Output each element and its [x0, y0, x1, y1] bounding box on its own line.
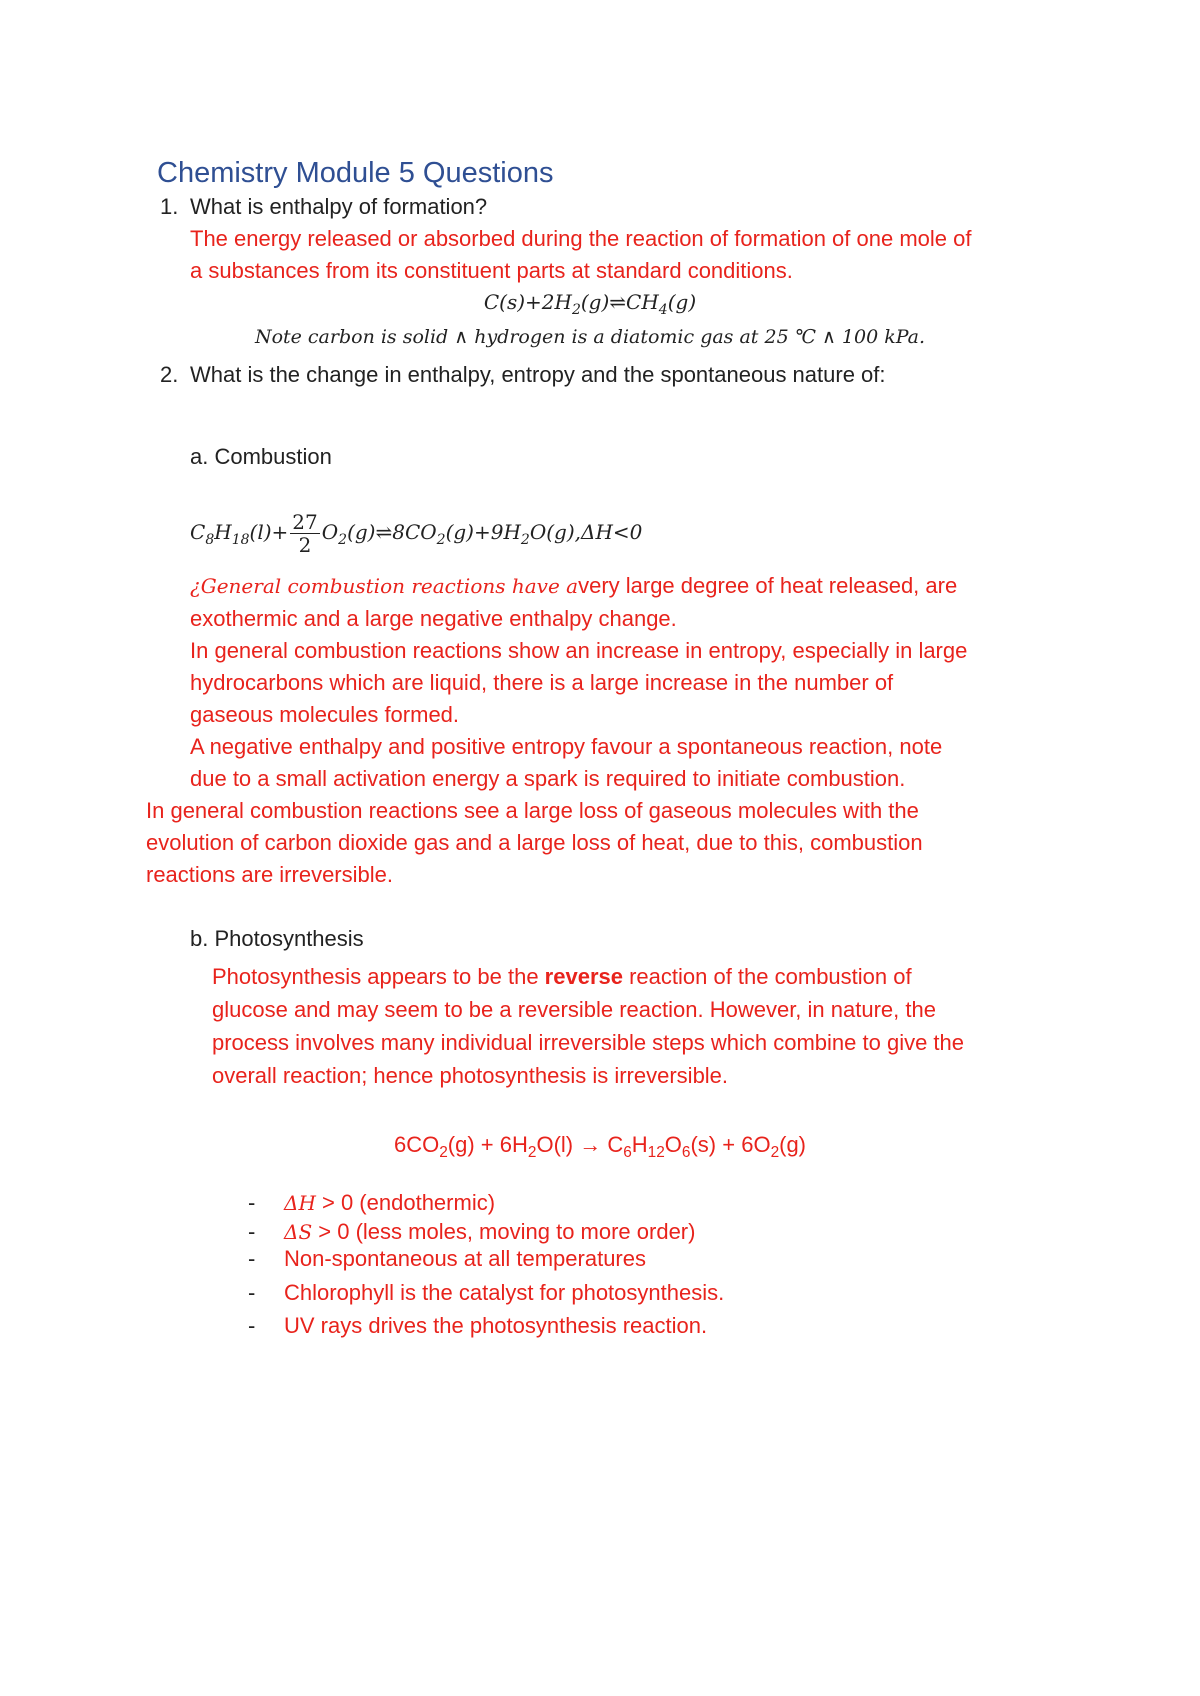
bullet-dash: -: [248, 1280, 256, 1305]
q1-question: What is enthalpy of formation?: [190, 194, 488, 219]
bullet-symbol: ΔH: [284, 1191, 316, 1215]
part-b-line3: process involves many individual irreversible steps which combine to give the: [212, 1030, 965, 1055]
part-a-line10: reactions are irreversible.: [146, 862, 393, 887]
bullet-item: [284, 1219, 695, 1245]
bullet-text: > 0 (endothermic): [315, 1190, 496, 1215]
combustion-eq-rhs: $O_2(g)\rightleftharpoons 8CO_2(g)+9H_2O(g),\Delta H<0$: [321, 520, 643, 548]
bullet-symbol: ΔS: [284, 1220, 313, 1244]
part-b-heading: b. Photosynthesis: [190, 926, 364, 951]
bullet-dash: -: [248, 1190, 256, 1215]
part-a-line3: In general combustion reactions show an increase in entropy, especially in large: [190, 638, 968, 663]
q1-equation: [290, 289, 890, 318]
part-b-line1-bold: reverse: [544, 964, 623, 989]
combustion-equation: [190, 510, 642, 556]
part-b-line1: [212, 964, 912, 990]
fraction-denominator: 2: [298, 533, 312, 557]
bullet-dash: -: [248, 1219, 256, 1244]
part-b-line1-post: reaction of the combustion of: [622, 964, 912, 989]
part-a-line7: due to a small activation energy a spark is required to initiate combustion.: [190, 766, 906, 791]
bullet-item: UV rays drives the photosynthesis reaction.: [284, 1313, 708, 1338]
q1-answer-line2: a substances from its constituent parts at standard conditions.: [190, 258, 793, 283]
bullet-dash: -: [248, 1246, 256, 1271]
bullet-item: Chlorophyll is the catalyst for photosynthesis.: [284, 1280, 725, 1305]
part-b-line1-pre: Photosynthesis appears to be the: [212, 964, 545, 989]
bullet-item: Non-spontaneous at all temperatures: [284, 1246, 646, 1271]
fraction-numerator: 27: [292, 510, 318, 534]
part-a-line2: exothermic and a large negative enthalpy change.: [190, 606, 677, 631]
part-a-line1-italic: ¿General combustion reactions have a: [190, 574, 579, 598]
part-b-line2: glucose and may seem to be a reversible reaction. However, in nature, the: [212, 997, 936, 1022]
part-b-line4: overall reaction; hence photosynthesis is irreversible.: [212, 1063, 729, 1088]
part-a-line6: A negative enthalpy and positive entropy favour a spontaneous reaction, note: [190, 734, 943, 759]
part-a-line1-rest: very large degree of heat released, are: [578, 573, 958, 598]
bullet-item: [284, 1190, 495, 1216]
part-a-line4: hydrocarbons which are liquid, there is a large increase in the number of: [190, 670, 894, 695]
part-a-heading: a. Combustion: [190, 444, 332, 469]
part-a-line1: [190, 573, 957, 599]
q1-equation-text: $C(s)+2H_2(g)\rightleftharpoons CH_4(g)$: [483, 290, 697, 318]
bullet-dash: -: [248, 1313, 256, 1338]
q2-question: What is the change in enthalpy, entropy and the spontaneous nature of:: [190, 362, 886, 387]
photosynthesis-equation: $6CO_2(g) + 6H_2O(l) \to C_6H_{12}O_6(s) + 6O_2(g)$: [393, 1132, 807, 1161]
q1-number: 1.: [160, 194, 179, 219]
part-a-line8: In general combustion reactions see a large loss of gaseous molecules with the: [146, 798, 919, 823]
q1-answer-line1: The energy released or absorbed during the reaction of formation of one mole of: [190, 226, 972, 251]
part-a-line5: gaseous molecules formed.: [190, 702, 460, 727]
part-a-line9: evolution of carbon dioxide gas and a large loss of heat, due to this, combustion: [146, 830, 923, 855]
q1-note: Note carbon is solid ∧ hydrogen is a diatomic gas at 25 ℃ ∧ 100 kPa.: [254, 326, 926, 348]
bullet-text: > 0 (less moles, moving to more order): [312, 1219, 696, 1244]
page-title: Chemistry Module 5 Questions: [157, 157, 554, 189]
combustion-eq-lhs: $C_8H_{18}(l)+$: [190, 520, 289, 548]
combustion-fraction: [290, 511, 319, 556]
q2-number: 2.: [160, 362, 179, 387]
